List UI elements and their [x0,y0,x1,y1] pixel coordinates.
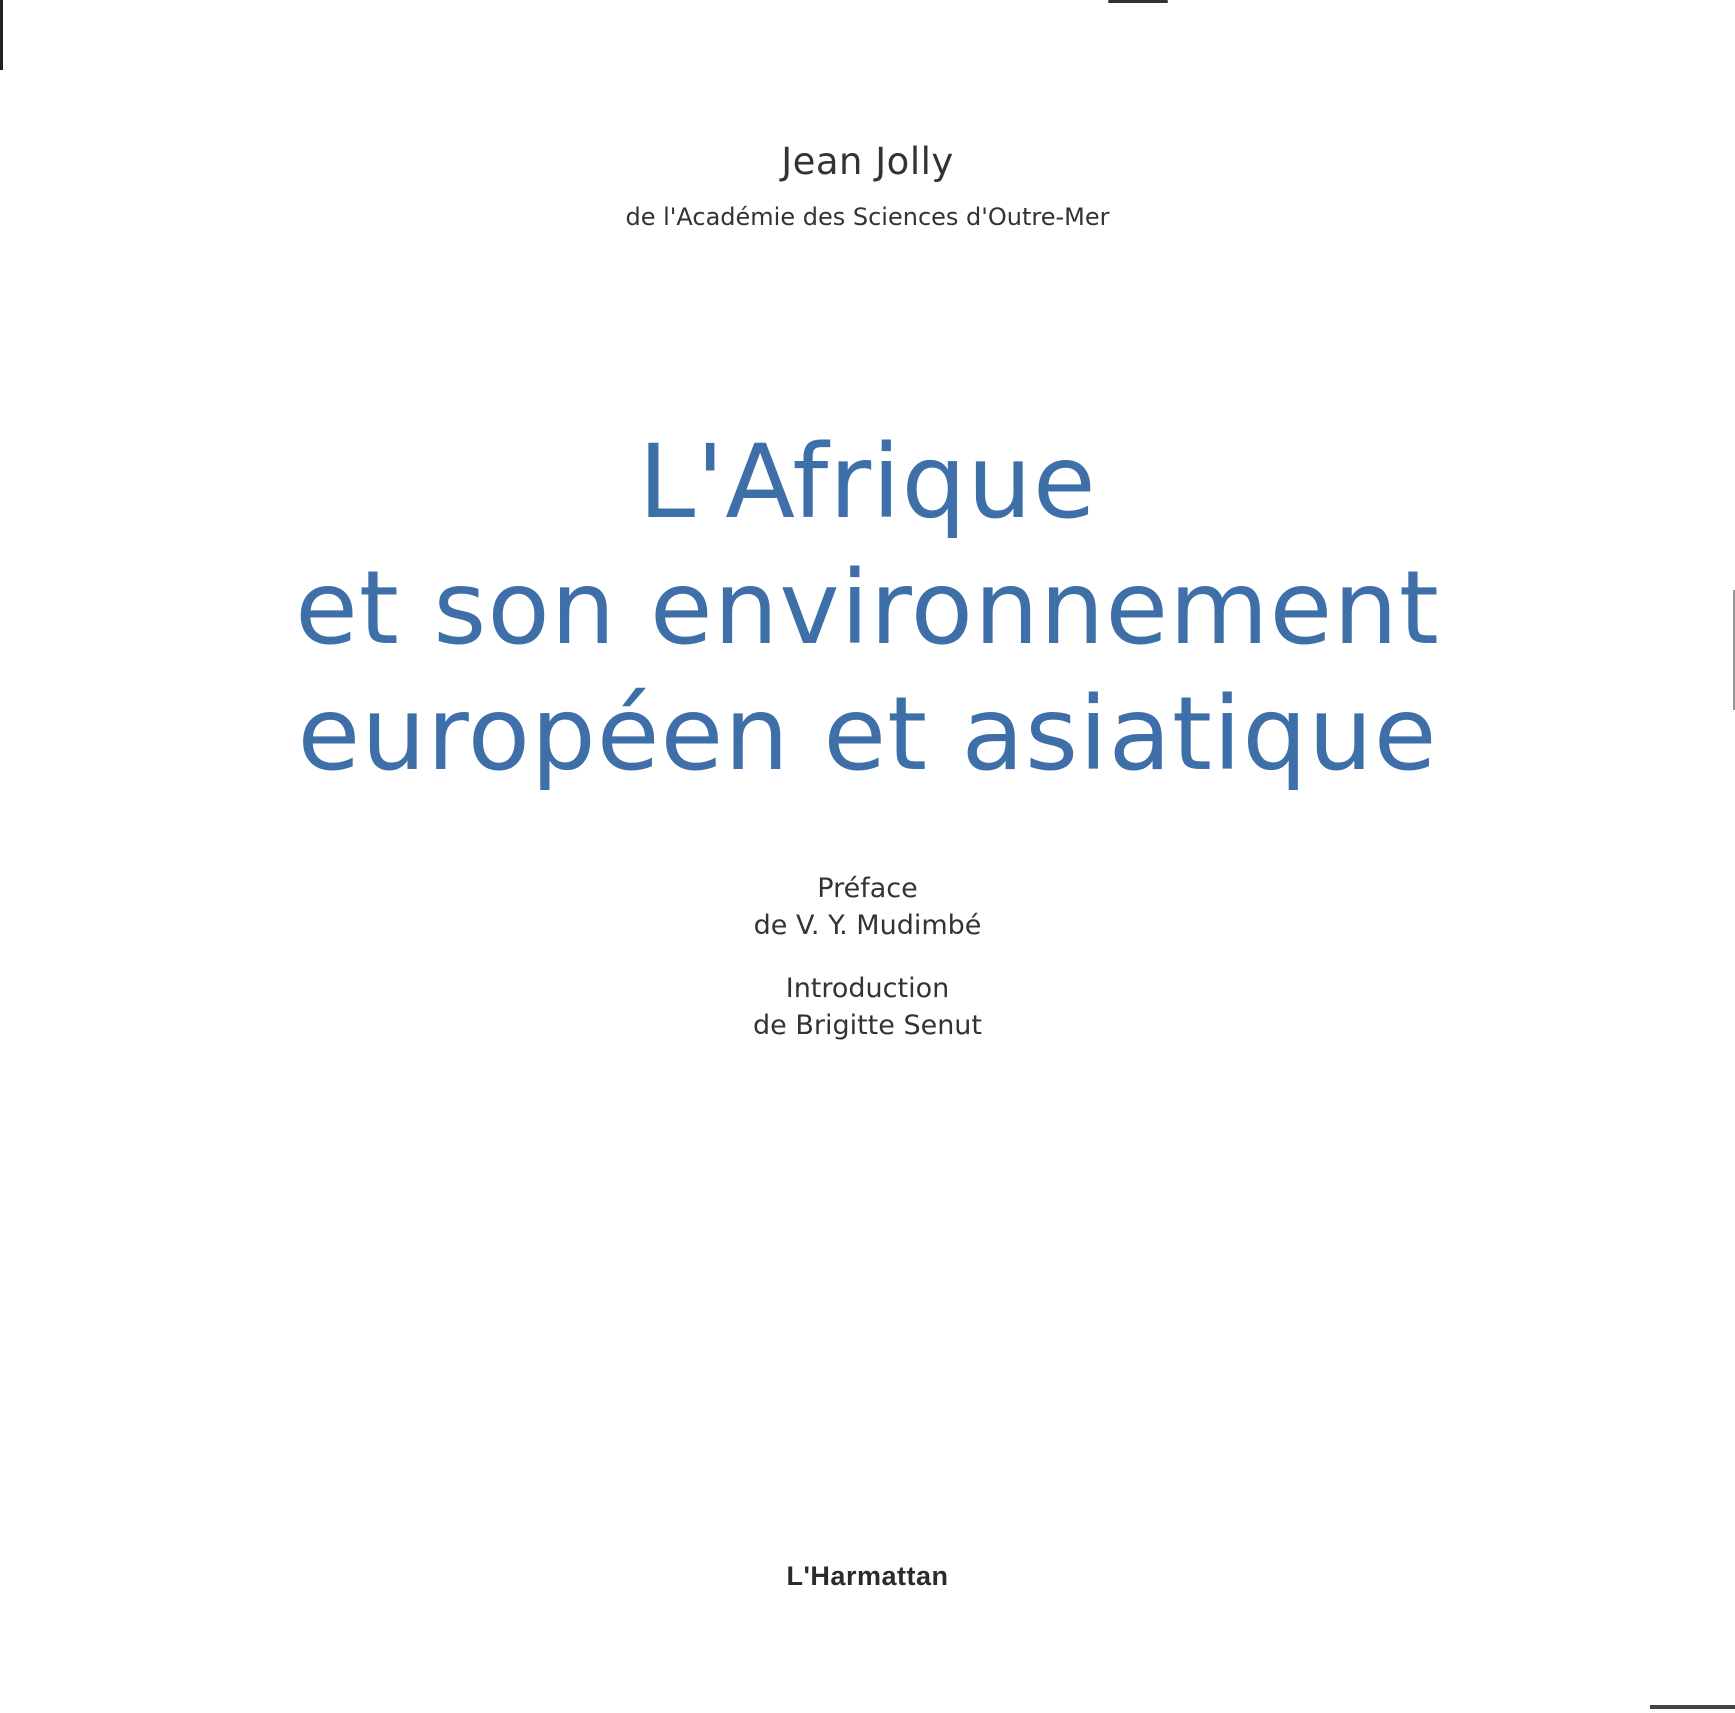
book-title [0,420,1735,798]
scan-edge-mark [0,0,3,70]
preface-author: de V. Y. Mudimbé [753,910,982,941]
preface-label: Préface [817,873,918,904]
introduction-author: de Brigitte Senut [752,1010,983,1041]
introduction-credit [0,970,1735,1044]
scan-edge-mark [1108,0,1168,3]
book-title-line: européen et asiatique [297,675,1438,794]
author-name: Jean Jolly [781,140,954,183]
book-title-line: et son environnement [295,549,1440,668]
scan-edge-mark [1650,1705,1735,1709]
preface-credit [0,870,1735,944]
publisher-name: L'Harmattan [786,1561,949,1591]
book-title-line: L'Afrique [638,423,1097,542]
author-affiliation: de l'Académie des Sciences d'Outre-Mer [625,203,1110,231]
credits [0,870,1735,1070]
introduction-label: Introduction [785,973,950,1004]
